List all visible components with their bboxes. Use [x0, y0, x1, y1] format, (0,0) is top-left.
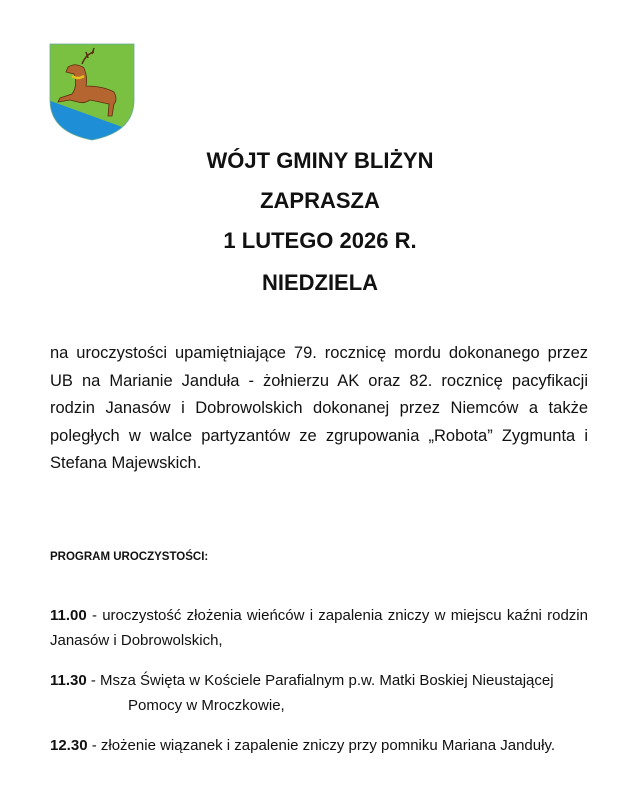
program-time: 11.00 [50, 607, 87, 624]
program-text: - złożenie wiązanek i zapalenie zniczy przy pomniku Mariana Janduły. [87, 737, 555, 754]
heading-line-1: WÓJT GMINY BLIŻYN [206, 148, 434, 173]
program-item-1 [50, 603, 588, 653]
program-text: - uroczystość złożenia wieńców i zapalenia zniczy w miejscu kaźni rodzin Janasów i Dobrowolskich, [50, 607, 588, 649]
program-label: PROGRAM UROCZYSTOŚCI: [50, 551, 209, 563]
program-item-3 [50, 733, 588, 758]
heading-line-3: 1 LUTEGO 2026 R. [223, 228, 417, 253]
program-text: - Msza Święta w Kościele Parafialnym p.w. Matki Boskiej Nieustającej [86, 672, 554, 689]
coat-of-arms-logo [48, 42, 136, 142]
program-time: 11.30 [50, 672, 87, 689]
intro-paragraph: na uroczystości upamiętniające 79. rocznicę mordu dokonanego przez UB na Marianie Janduła - żołnierzu AK oraz 82. rocznicę pacyfikacji rodzin Janasów i Dobrowolskich dokonanej przez Niemców a także poległych w walce partyzantów ze zgrupowania „Robota” Zygmunta i Stefana Majewskich. [50, 344, 588, 472]
heading-line-2: ZAPRASZA [260, 188, 380, 213]
program-text-continued: Pomocy w Mroczkowie, [128, 697, 285, 714]
heading-line-4: NIEDZIELA [261, 270, 379, 295]
program-item-2 [50, 668, 588, 718]
program-time: 12.30 [50, 737, 88, 754]
